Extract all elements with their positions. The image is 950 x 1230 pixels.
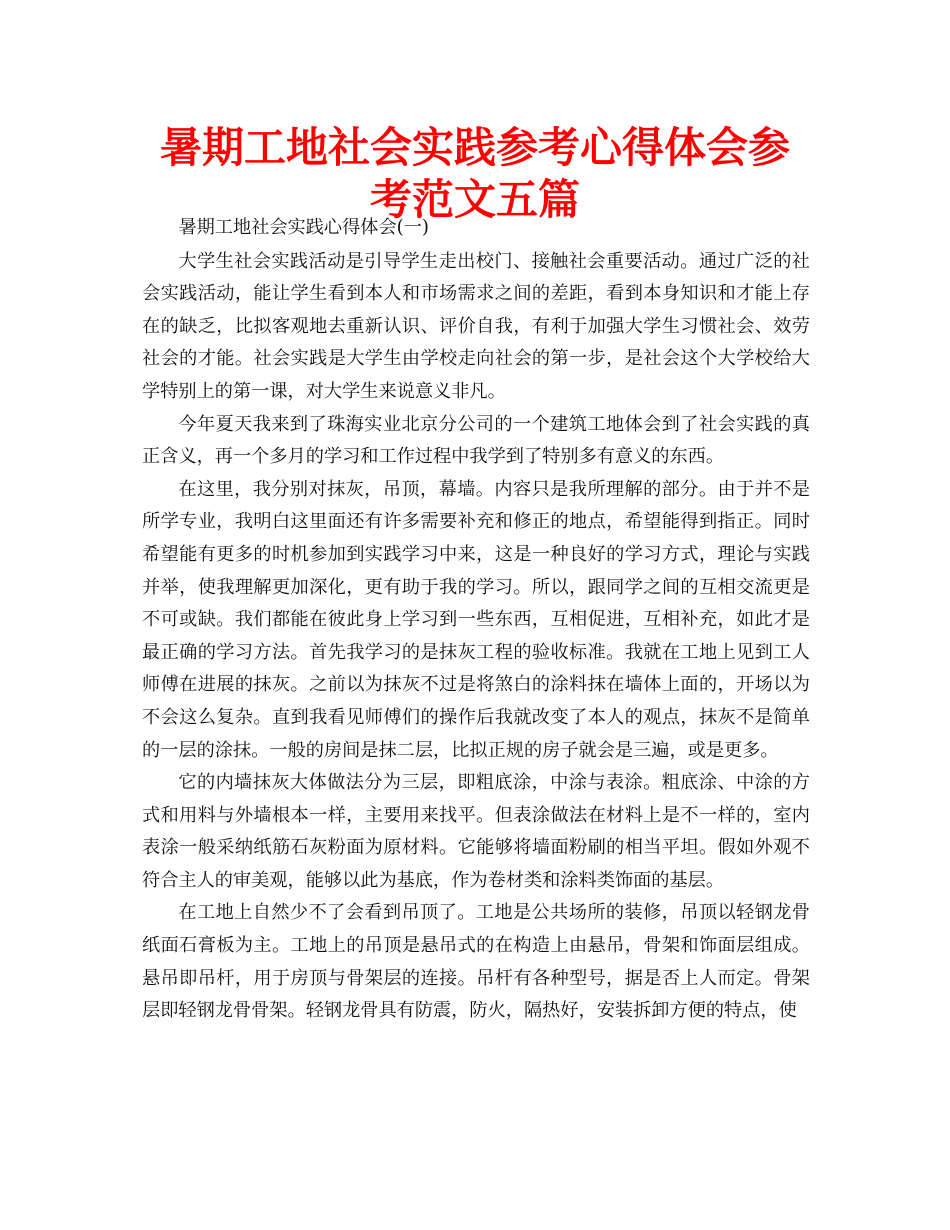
paragraph: 在工地上自然少不了会看到吊顶了。工地是公共场所的装修，吊顶以轻钢龙骨纸面石膏板为主。工地上的吊顶是悬吊式的在构造上由悬吊，骨架和饰面层组成。悬吊即吊杆，用于房顶与骨架层的连接。吊杆有各种型号，据是否上人而定。骨架层即轻钢龙骨骨架。轻钢龙骨具有防震，防火，隔热好，安装拆卸方便的特点，使	[142, 902, 810, 1022]
paragraph: 在这里，我分别对抹灰，吊顶，幕墙。内容只是我所理解的部分。由于并不是所学专业，我明白这里面还有许多需要补充和修正的地点，希望能得到指正。同时希望能有更多的时机参加到实践学习中来，这是一种良好的学习方式，理论与实践并举，使我理解更加深化，更有助于我的学习。所以，跟同学之间的互相交流更是不可或缺。我们都能在彼此身上学习到一些东西，互相促进，互相补充，如此才是最正确的学习方法。首先我学习的是抹灰工程的验收标准。我就在工地上见到工人师傅在进展的抹灰。之前以为抹灰不过是将煞白的涂料抹在墙体上面的，开场以为不会这么复杂。直到我看见师傅们的操作后我就改变了本人的观点，抹灰不是简单的一层的涂抹。一般的房间是抹二层，比拟正规的房子就会是三遍，或是更多。	[142, 478, 810, 761]
paragraph: 大学生社会实践活动是引导学生走出校门、接触社会重要活动。通过广泛的社会实践活动，能让学生看到本人和市场需求之间的差距，看到本身知识和才能上存在的缺乏，比拟客观地去重新认识、评价自我，有利于加强大学生习惯社会、效劳社会的才能。社会实践是大学生由学校走向社会的第一步，是社会这个大学校给大学特别上的第一课，对大学生来说意义非凡。	[142, 250, 810, 402]
section-heading: 暑期工地社会实践心得体会(一)	[178, 217, 430, 238]
paragraph: 今年夏天我来到了珠海实业北京分公司的一个建筑工地体会到了社会实践的真正含义，再一个多月的学习和工作过程中我学到了特别多有意义的东西。	[142, 413, 810, 468]
document-body	[142, 212, 810, 1028]
document-title: 暑期工地社会实践参考心得体会参考范文五篇	[159, 123, 790, 224]
paragraph: 它的内墙抹灰大体做法分为三层，即粗底涂，中涂与表涂。粗底涂、中涂的方式和用料与外墙根本一样，主要用来找平。但表涂做法在材料上是不一样的，室内表涂一般采纳纸筋石灰粉面为原材料。它能够将墙面粉刷的相当平坦。假如外观不符合主人的审美观，能够以此为基底，作为卷材类和涂料类饰面的基层。	[142, 772, 810, 891]
